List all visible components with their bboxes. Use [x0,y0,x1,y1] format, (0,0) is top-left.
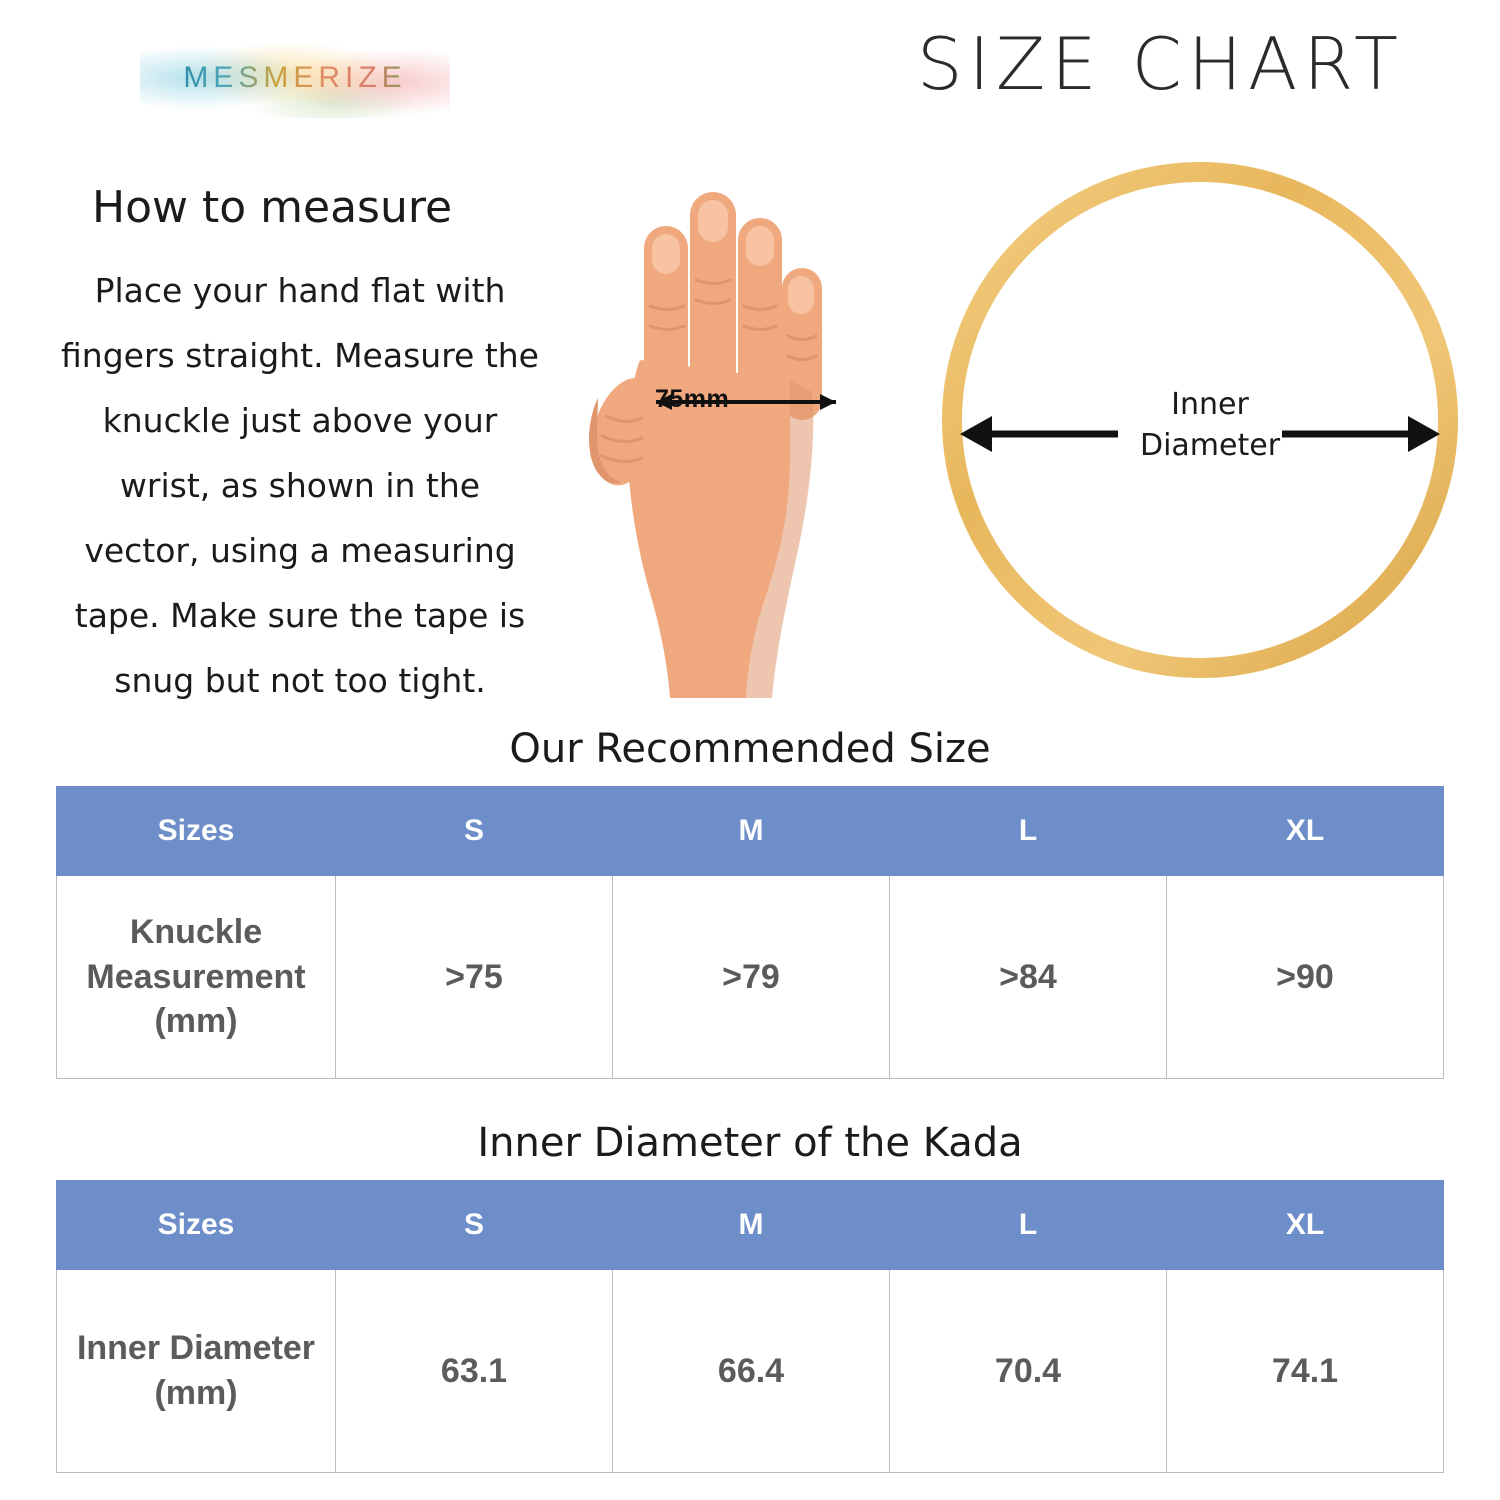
how-to-measure-heading: How to measure [92,182,453,233]
hand-measure-label: 75mm [655,385,730,413]
cell-knuckle-l: >84 [890,876,1167,1079]
column-header-s: S [336,787,613,876]
cell-knuckle-m: >79 [613,876,890,1079]
recommended-size-caption: Our Recommended Size [509,726,991,772]
column-header-sizes-2: Sizes [57,1181,336,1270]
row-label-knuckle-measurement: Knuckle Measurement (mm) [57,876,336,1079]
inner-diameter-caption: Inner Diameter of the Kada [477,1120,1023,1166]
column-header-l: L [890,787,1167,876]
table-header-row [57,1181,1444,1270]
brand-logo [140,38,450,118]
recommended-size-section [56,726,1444,1079]
inner-diameter-section [56,1120,1444,1473]
inner-diameter-label-line1: Inner [1171,387,1249,422]
hand-icon [540,130,880,710]
recommended-size-table [56,786,1444,1079]
column-header-m-2: M [613,1181,890,1270]
how-to-measure-text: Place your hand flat with fingers straight. Measure the knuckle just above your wrist, as shown in the vector, using a measuring tape. Make sure the tape is snug but not too tight. [61,271,539,700]
page-title: SIZE CHART [916,22,1404,106]
cell-diameter-xl: 74.1 [1167,1270,1444,1473]
inner-diameter-label [1120,385,1300,466]
column-header-s-2: S [336,1181,613,1270]
row-label-inner-diameter: Inner Diameter (mm) [57,1270,336,1473]
table-header-row [57,787,1444,876]
table-row [57,876,1444,1079]
cell-diameter-l: 70.4 [890,1270,1167,1473]
brand-logo-text: MESMERIZE [183,61,407,94]
cell-diameter-s: 63.1 [336,1270,613,1473]
inner-diameter-label-line2: Diameter [1139,427,1281,463]
inner-diameter-table [56,1180,1444,1473]
column-header-l-2: L [890,1181,1167,1270]
cell-knuckle-s: >75 [336,876,613,1079]
table-row [57,1270,1444,1473]
column-header-sizes: Sizes [57,787,336,876]
cell-knuckle-xl: >90 [1167,876,1444,1079]
column-header-xl: XL [1167,787,1444,876]
hand-illustration [540,130,880,710]
column-header-xl-2: XL [1167,1181,1444,1270]
cell-diameter-m: 66.4 [613,1270,890,1473]
column-header-m: M [613,787,890,876]
